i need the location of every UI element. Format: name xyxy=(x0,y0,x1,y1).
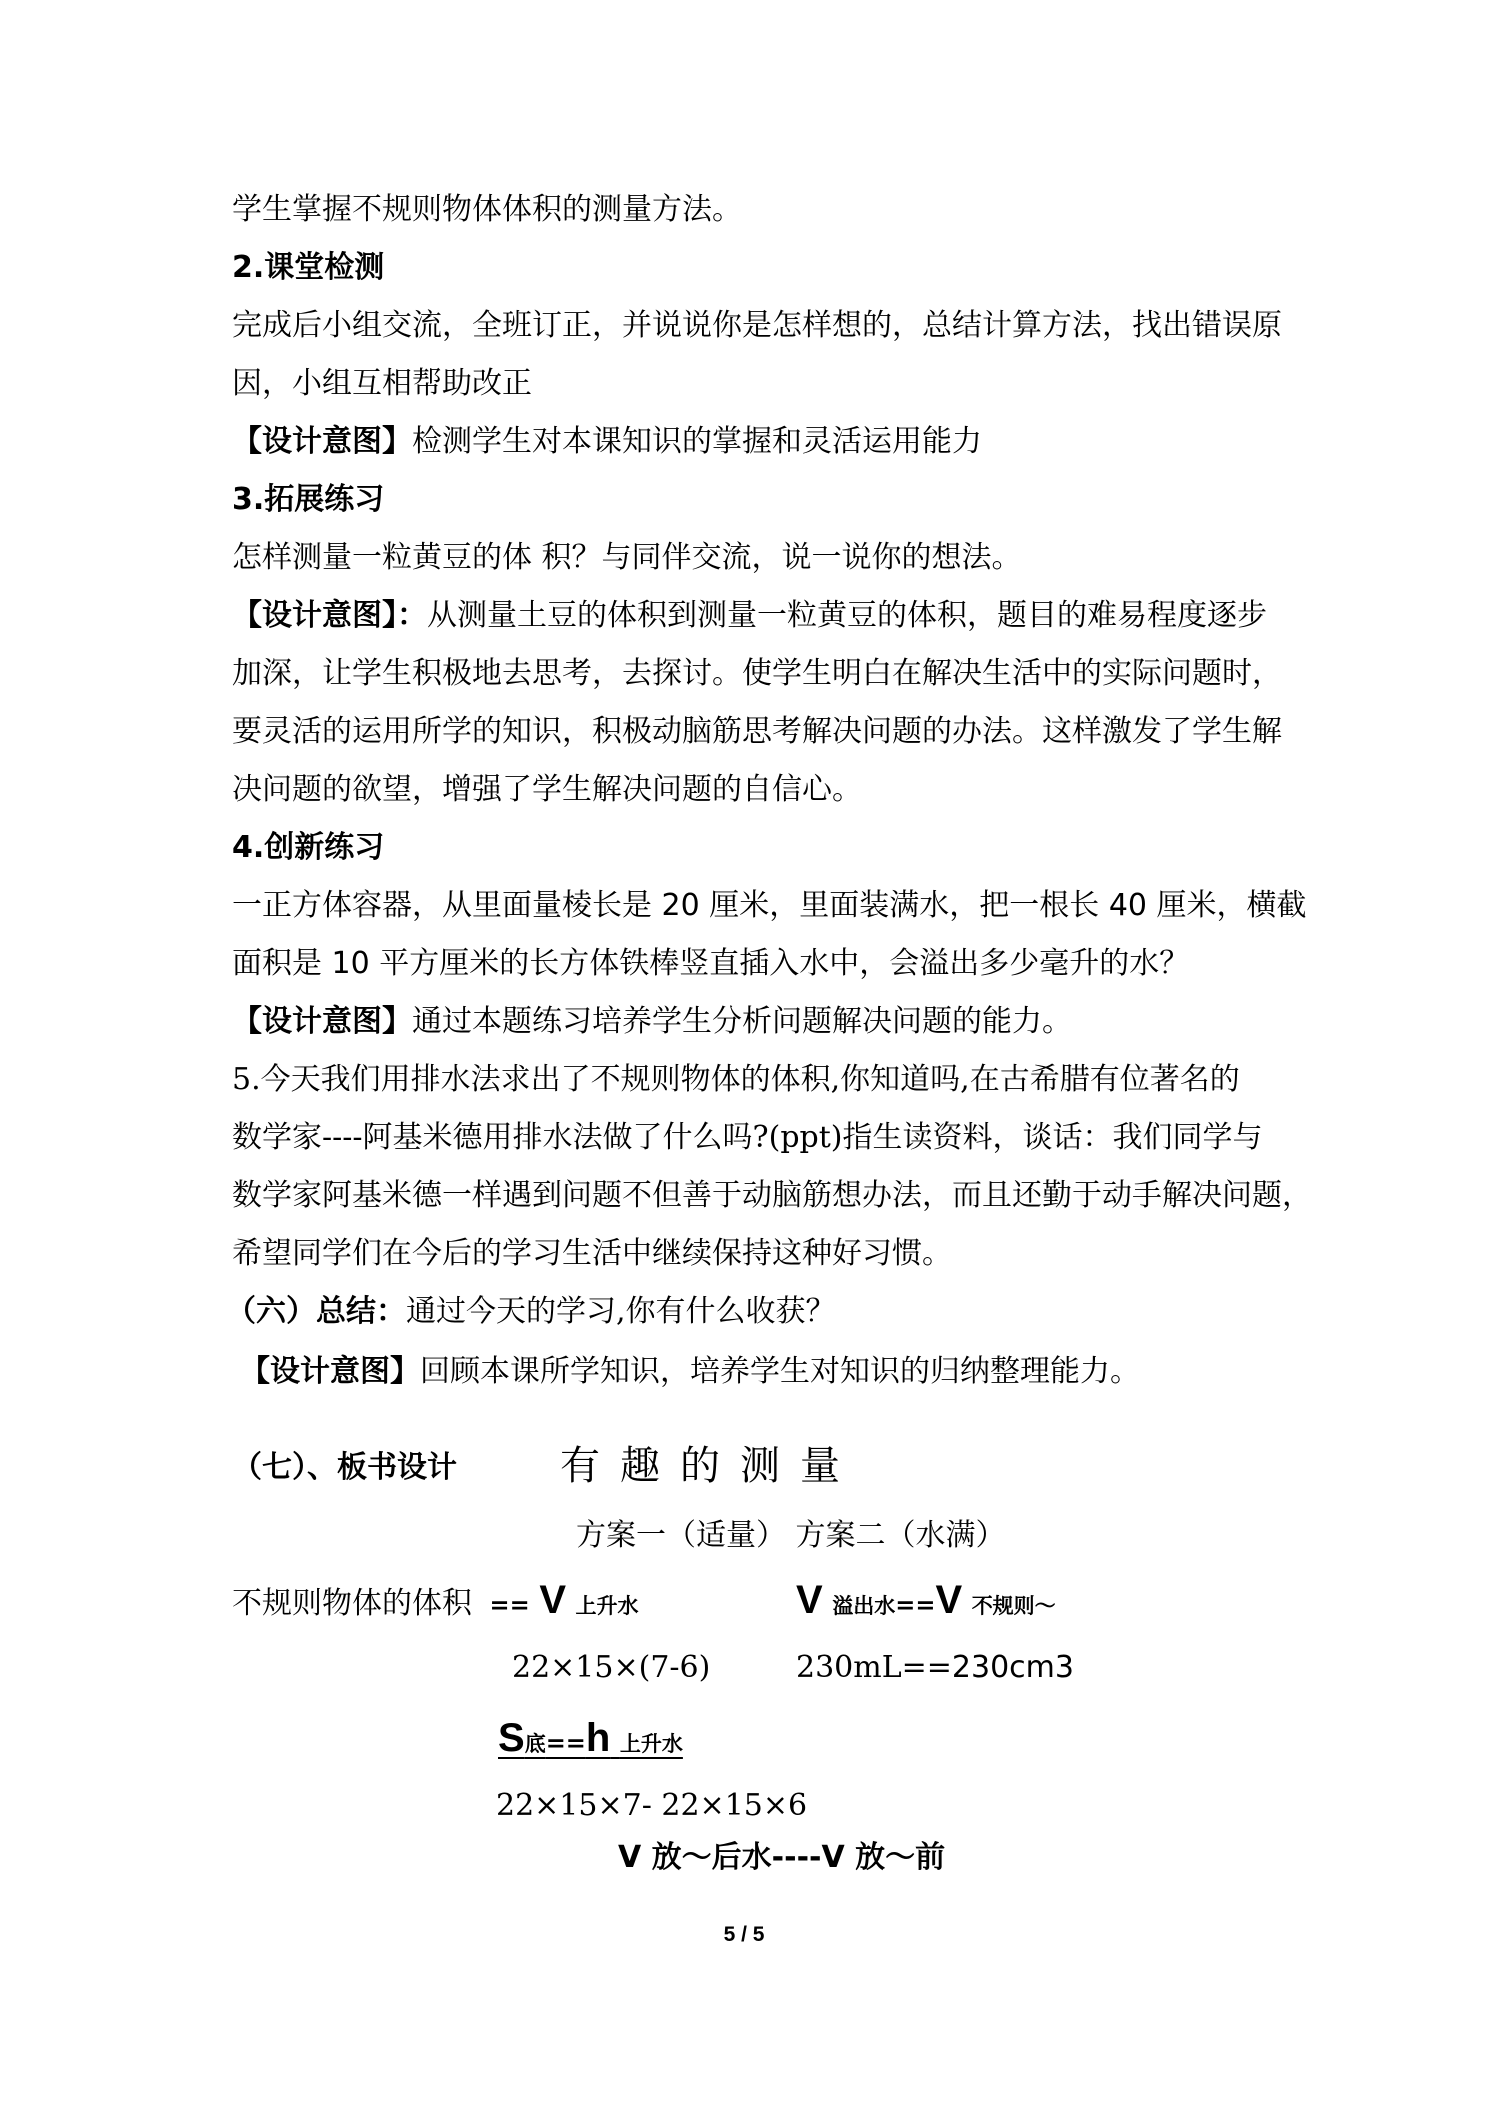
volume-label: 不规则物体的体积 xyxy=(232,1586,472,1621)
board-calc-3: 22×15×7- 22×15×6 xyxy=(496,1788,808,1823)
number-run: 40 xyxy=(1108,888,1147,923)
board-calc-2 xyxy=(796,1646,1074,1690)
design-intent-tag: 【设计意图】 xyxy=(232,1004,412,1039)
paragraph-line: 5.今天我们用排水法求出了不规则物体的体积,你知道吗,在古希腊有位著名的 xyxy=(232,1062,1240,1097)
design-intent-line xyxy=(232,420,982,464)
board-final-line: V 放～后水----V 放～前 xyxy=(618,1840,946,1875)
number-run: 10 xyxy=(331,946,370,981)
board-calc-1: 22×15×(7-6) xyxy=(512,1650,711,1685)
summary-tag: （六）总结： xyxy=(226,1294,406,1329)
paragraph-line: 加深，让学生积极地去思考，去探讨。使学生明白在解决生活中的实际问题时， xyxy=(232,656,1282,691)
design-intent-line xyxy=(232,594,1267,638)
design-intent-tag: 【设计意图】： xyxy=(232,598,427,633)
section-heading: 4.创新练习 xyxy=(232,830,385,865)
height-symbol: h xyxy=(585,1716,611,1760)
design-intent-tag: 【设计意图】 xyxy=(240,1354,420,1389)
paragraph-line: 决问题的欲望，增强了学生解决问题的自信心。 xyxy=(232,772,862,807)
text-run: 面积是 xyxy=(232,946,332,981)
design-intent-text: 从测量土豆的体积到测量一粒黄豆的体积，题目的难易程度逐步 xyxy=(427,598,1267,633)
page-number: 5 / 5 xyxy=(723,1923,765,1946)
summary-line xyxy=(226,1290,836,1334)
volume-subscript: 溢出水 xyxy=(832,1594,896,1618)
design-intent-text: 回顾本课所学知识，培养学生对知识的归纳整理能力。 xyxy=(420,1354,1140,1389)
board-title: 有趣的测量 xyxy=(560,1443,860,1489)
height-subscript: 上升水 xyxy=(619,1732,683,1756)
text-run: 厘米，横截 xyxy=(1147,888,1307,923)
number-run: 20 xyxy=(661,888,700,923)
design-intent-tag: 【设计意图】 xyxy=(232,424,412,459)
text-run: 平方厘米的长方体铁棒竖直插入水中，会溢出多少毫升的水？ xyxy=(369,946,1190,981)
equals-sign: == xyxy=(489,1591,530,1619)
text-run: 一正方体容器，从里面量棱长是 xyxy=(232,888,662,923)
paragraph-line: 怎样测量一粒黄豆的体 积？与同伴交流，说一说你的想法。 xyxy=(232,540,1022,575)
paragraph-line: 数学家----阿基米德用排水法做了什么吗?(ppt)指生读资料，谈话：我们同学与 xyxy=(232,1120,1263,1155)
base-area-symbol: S xyxy=(498,1716,525,1760)
board-volume-line xyxy=(232,1578,639,1628)
section-heading: 3.拓展练习 xyxy=(232,482,385,517)
paragraph-line: 数学家阿基米德一样遇到问题不但善于动脑筋想办法，而且还勤于动手解决问题， xyxy=(232,1178,1312,1213)
text-run: 厘米，里面装满水，把一根长 xyxy=(699,888,1109,923)
text-run: 230mL== xyxy=(796,1650,952,1685)
board-base-height-line xyxy=(498,1716,683,1766)
volume-subscript: 不规则～ xyxy=(971,1594,1056,1618)
volume-subscript: 上升水 xyxy=(575,1594,639,1618)
board-plans: 方案一（适量） 方案二（水满） xyxy=(576,1518,1006,1553)
equals-sign: == xyxy=(895,1591,936,1619)
design-intent-line xyxy=(232,1000,1072,1044)
base-subscript: 底 xyxy=(524,1732,546,1756)
paragraph-line: 完成后小组交流，全班订正，并说说你是怎样想的，总结计算方法，找出错误原 xyxy=(232,308,1282,343)
text-run: 230cm3 xyxy=(951,1650,1074,1685)
design-intent-text: 通过本题练习培养学生分析问题解决问题的能力。 xyxy=(412,1004,1072,1039)
equals-sign: == xyxy=(545,1729,586,1757)
volume-symbol: V xyxy=(796,1578,823,1622)
board-overflow-equation xyxy=(796,1578,1056,1628)
design-intent-text: 检测学生对本课知识的掌握和灵活运用能力 xyxy=(412,424,982,459)
volume-symbol: V xyxy=(539,1578,566,1622)
paragraph-line: 因，小组互相帮助改正 xyxy=(232,366,532,401)
design-intent-line xyxy=(240,1350,1140,1394)
board-design-label: （七）、板书设计 xyxy=(232,1450,457,1485)
paragraph-line: 学生掌握不规则物体体积的测量方法。 xyxy=(232,192,742,227)
paragraph-line xyxy=(232,942,1189,986)
paragraph-line: 要灵活的运用所学的知识，积极动脑筋思考解决问题的办法。这样激发了学生解 xyxy=(232,714,1282,749)
summary-text: 通过今天的学习,你有什么收获？ xyxy=(406,1294,836,1329)
volume-symbol: V xyxy=(935,1578,963,1622)
paragraph-line: 希望同学们在今后的学习生活中继续保持这种好习惯。 xyxy=(232,1236,952,1271)
section-heading: 2.课堂检测 xyxy=(232,250,385,285)
paragraph-line xyxy=(232,884,1307,928)
